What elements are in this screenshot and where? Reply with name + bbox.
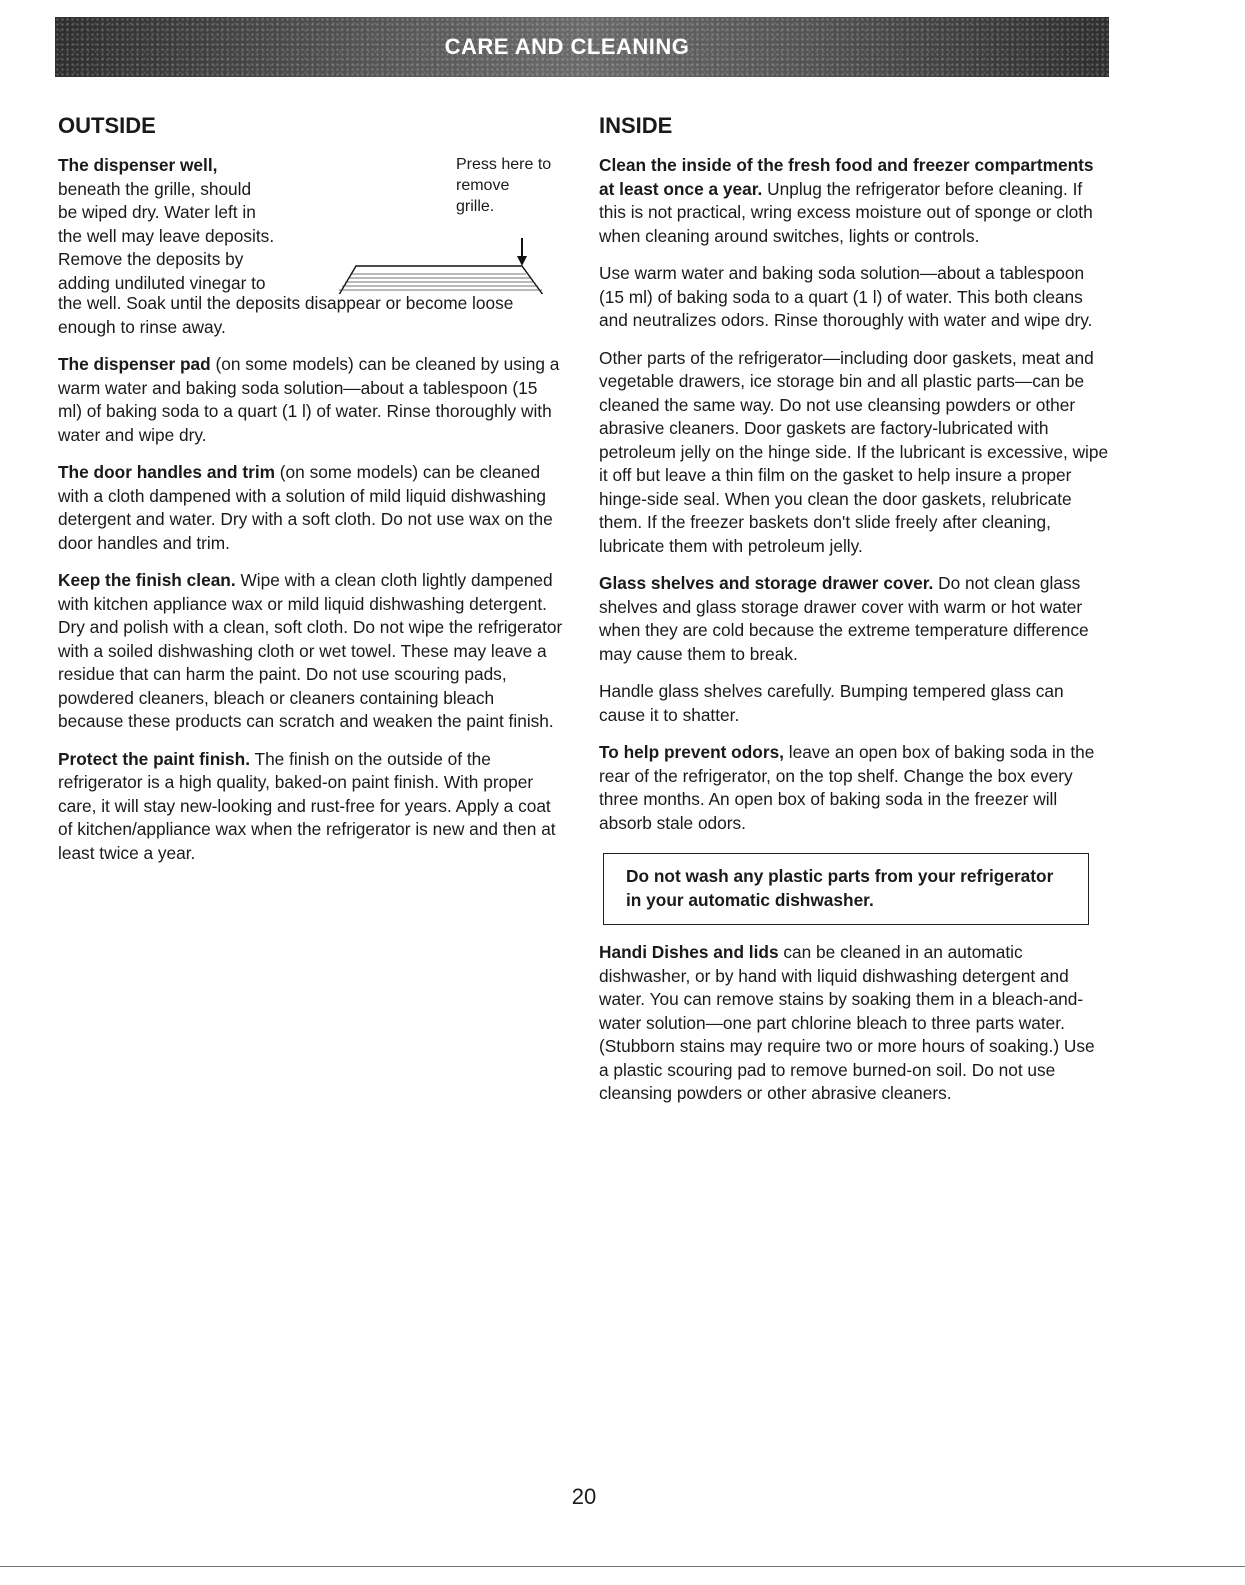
handle-glass-paragraph: Handle glass shelves carefully. Bumping tempered glass can cause it to shatter. [599,681,1064,725]
section-title: CARE AND CLEANING [444,34,690,59]
prevent-odors-text: leave an open box of baking soda in the rear of the refrigerator, on the top shelf. Change the box every three months. An open box of baking soda in the freezer will absorb stale odors. [599,742,1095,833]
clean-inside-paragraph [599,154,1109,248]
prevent-odors-lead: To help prevent odors, [599,742,784,762]
dispenser-pad-paragraph [58,353,563,447]
dispenser-well-lead: The dispenser well, [58,155,218,175]
outside-heading: OUTSIDE [58,113,156,138]
caption-line: grille. [456,198,495,215]
inside-heading: INSIDE [599,113,673,138]
door-handles-text: (on some models) can be cleaned with a cloth dampened with a solution of mild liquid dishwashing detergent and water. Dry with a soft cloth. Do not use wax on the door handles and trim. [58,462,553,553]
clean-inside-text: Unplug the refrigerator before cleaning. If this is not practical, wring excess moisture out of sponge or cloth when cleaning around switches, lights or controls. [599,178,1093,246]
dispenser-well-rest: the well. Soak until the deposits disappear or become loose enough to rinse away. [58,293,514,337]
grille-illustration [326,154,566,294]
bottom-rule [0,1566,1245,1567]
arrow-head [517,256,527,266]
other-parts-paragraph: Other parts of the refrigerator—including door gaskets, meat and vegetable drawers, ice storage bin and all plastic parts—can be cleaned the same way. Do not use cleansing powders or other abrasive cleaners. Door gaskets are factory-lubricated with petroleum jelly on the hinge side. If the lubricant is excessive, wipe it off but leave a thin film on the gasket to help insure a proper hinge-side seal. When you clean the door gaskets, relubricate them. If the freezer baskets don't slide freely after cleaning, lubricate them with petroleum jelly. [599,347,1109,556]
dispenser-well-line: adding undiluted vinegar to [58,272,266,293]
dishwasher-notice-box: Do not wash any plastic parts from your refrigerator in your automatic dishwasher. [603,853,1089,925]
grille-figure [326,154,566,294]
dispenser-well-text [58,154,348,295]
dispenser-well-block [58,154,563,294]
dispenser-well-line: beneath the grille, should [58,178,252,199]
handi-dishes-lead: Handi Dishes and lids [599,942,779,962]
protect-finish-lead: Protect the paint finish. [58,748,251,769]
glass-shelves-text: Do not clean glass shelves and glass storage drawer cover with warm or hot water when they are cold because the extreme temperature difference may cause them to break. [599,573,1089,664]
page-number: 20 [571,1484,597,1509]
dispenser-well-line: be wiped dry. Water left in [58,202,256,222]
section-banner [55,17,1109,77]
prevent-odors-paragraph [599,741,1109,835]
handi-dishes-text: can be cleaned in an automatic dishwasher, or by hand with liquid dishwashing detergent and water. You can remove stains by soaking them in a bleach-and-water solution—one part chlorine bleach to three parts water. (Stubborn stains may require two or more hours of soaking.) Use a plastic scouring pad to remove burned-on soil. Do not use cleansing powders or other abrasive cleaners. [599,942,1095,1103]
glass-shelves-paragraph [599,572,1109,666]
outside-column [58,112,563,879]
handi-dishes-paragraph [599,941,1109,1106]
protect-finish-paragraph [58,748,563,866]
keep-finish-text: Wipe with a clean cloth lightly dampened with kitchen appliance wax or mild liquid dishwashing detergent. Dry and polish with a clean, soft cloth. Do not wipe the refrigerator with a soiled dishwashing cloth or wet towel. These may leave a residue that can harm the paint. Do not use scouring pads, powdered cleaners, bleach or cleaners containing bleach because these products can scratch and weaken the paint finish. [58,570,563,731]
dispenser-pad-text: (on some models) can be cleaned by using a warm water and baking soda solution—about a tablespoon (15 ml) of baking soda to a quart (1 l) of water. Rinse thoroughly with water and wipe dry. [58,354,560,445]
dispenser-well-line: the well may leave deposits. [58,225,275,246]
keep-finish-paragraph [58,569,563,734]
caption-line: remove [456,177,510,194]
clean-inside-lead: Clean the inside of the fresh food and freezer compartments at least once a year. [599,155,1094,199]
dispenser-pad-lead: The dispenser pad [58,354,211,374]
glass-shelves-lead: Glass shelves and storage drawer cover. [599,573,934,593]
inside-column [599,112,1109,1120]
door-handles-paragraph [58,461,563,555]
warm-water-paragraph: Use warm water and baking soda solution—about a tablespoon (15 ml) of baking soda to a quart (1 l) of water. This both cleans and neutralizes odors. Rinse thoroughly with water and wipe dry. [599,263,1093,330]
door-handles-lead: The door handles and trim [58,462,275,482]
keep-finish-lead: Keep the finish clean. [58,570,236,590]
protect-finish-text: The finish on the outside of the refrigerator is a high quality, baked-on paint finish. With proper care, it will stay new-looking and rust-free for years. Apply a coat of kitchen/appliance wax when the refrigerator is new and then at least twice a year. [58,748,556,863]
dispenser-well-line: Remove the deposits by [58,249,244,269]
caption-line: Press here to [456,156,552,173]
